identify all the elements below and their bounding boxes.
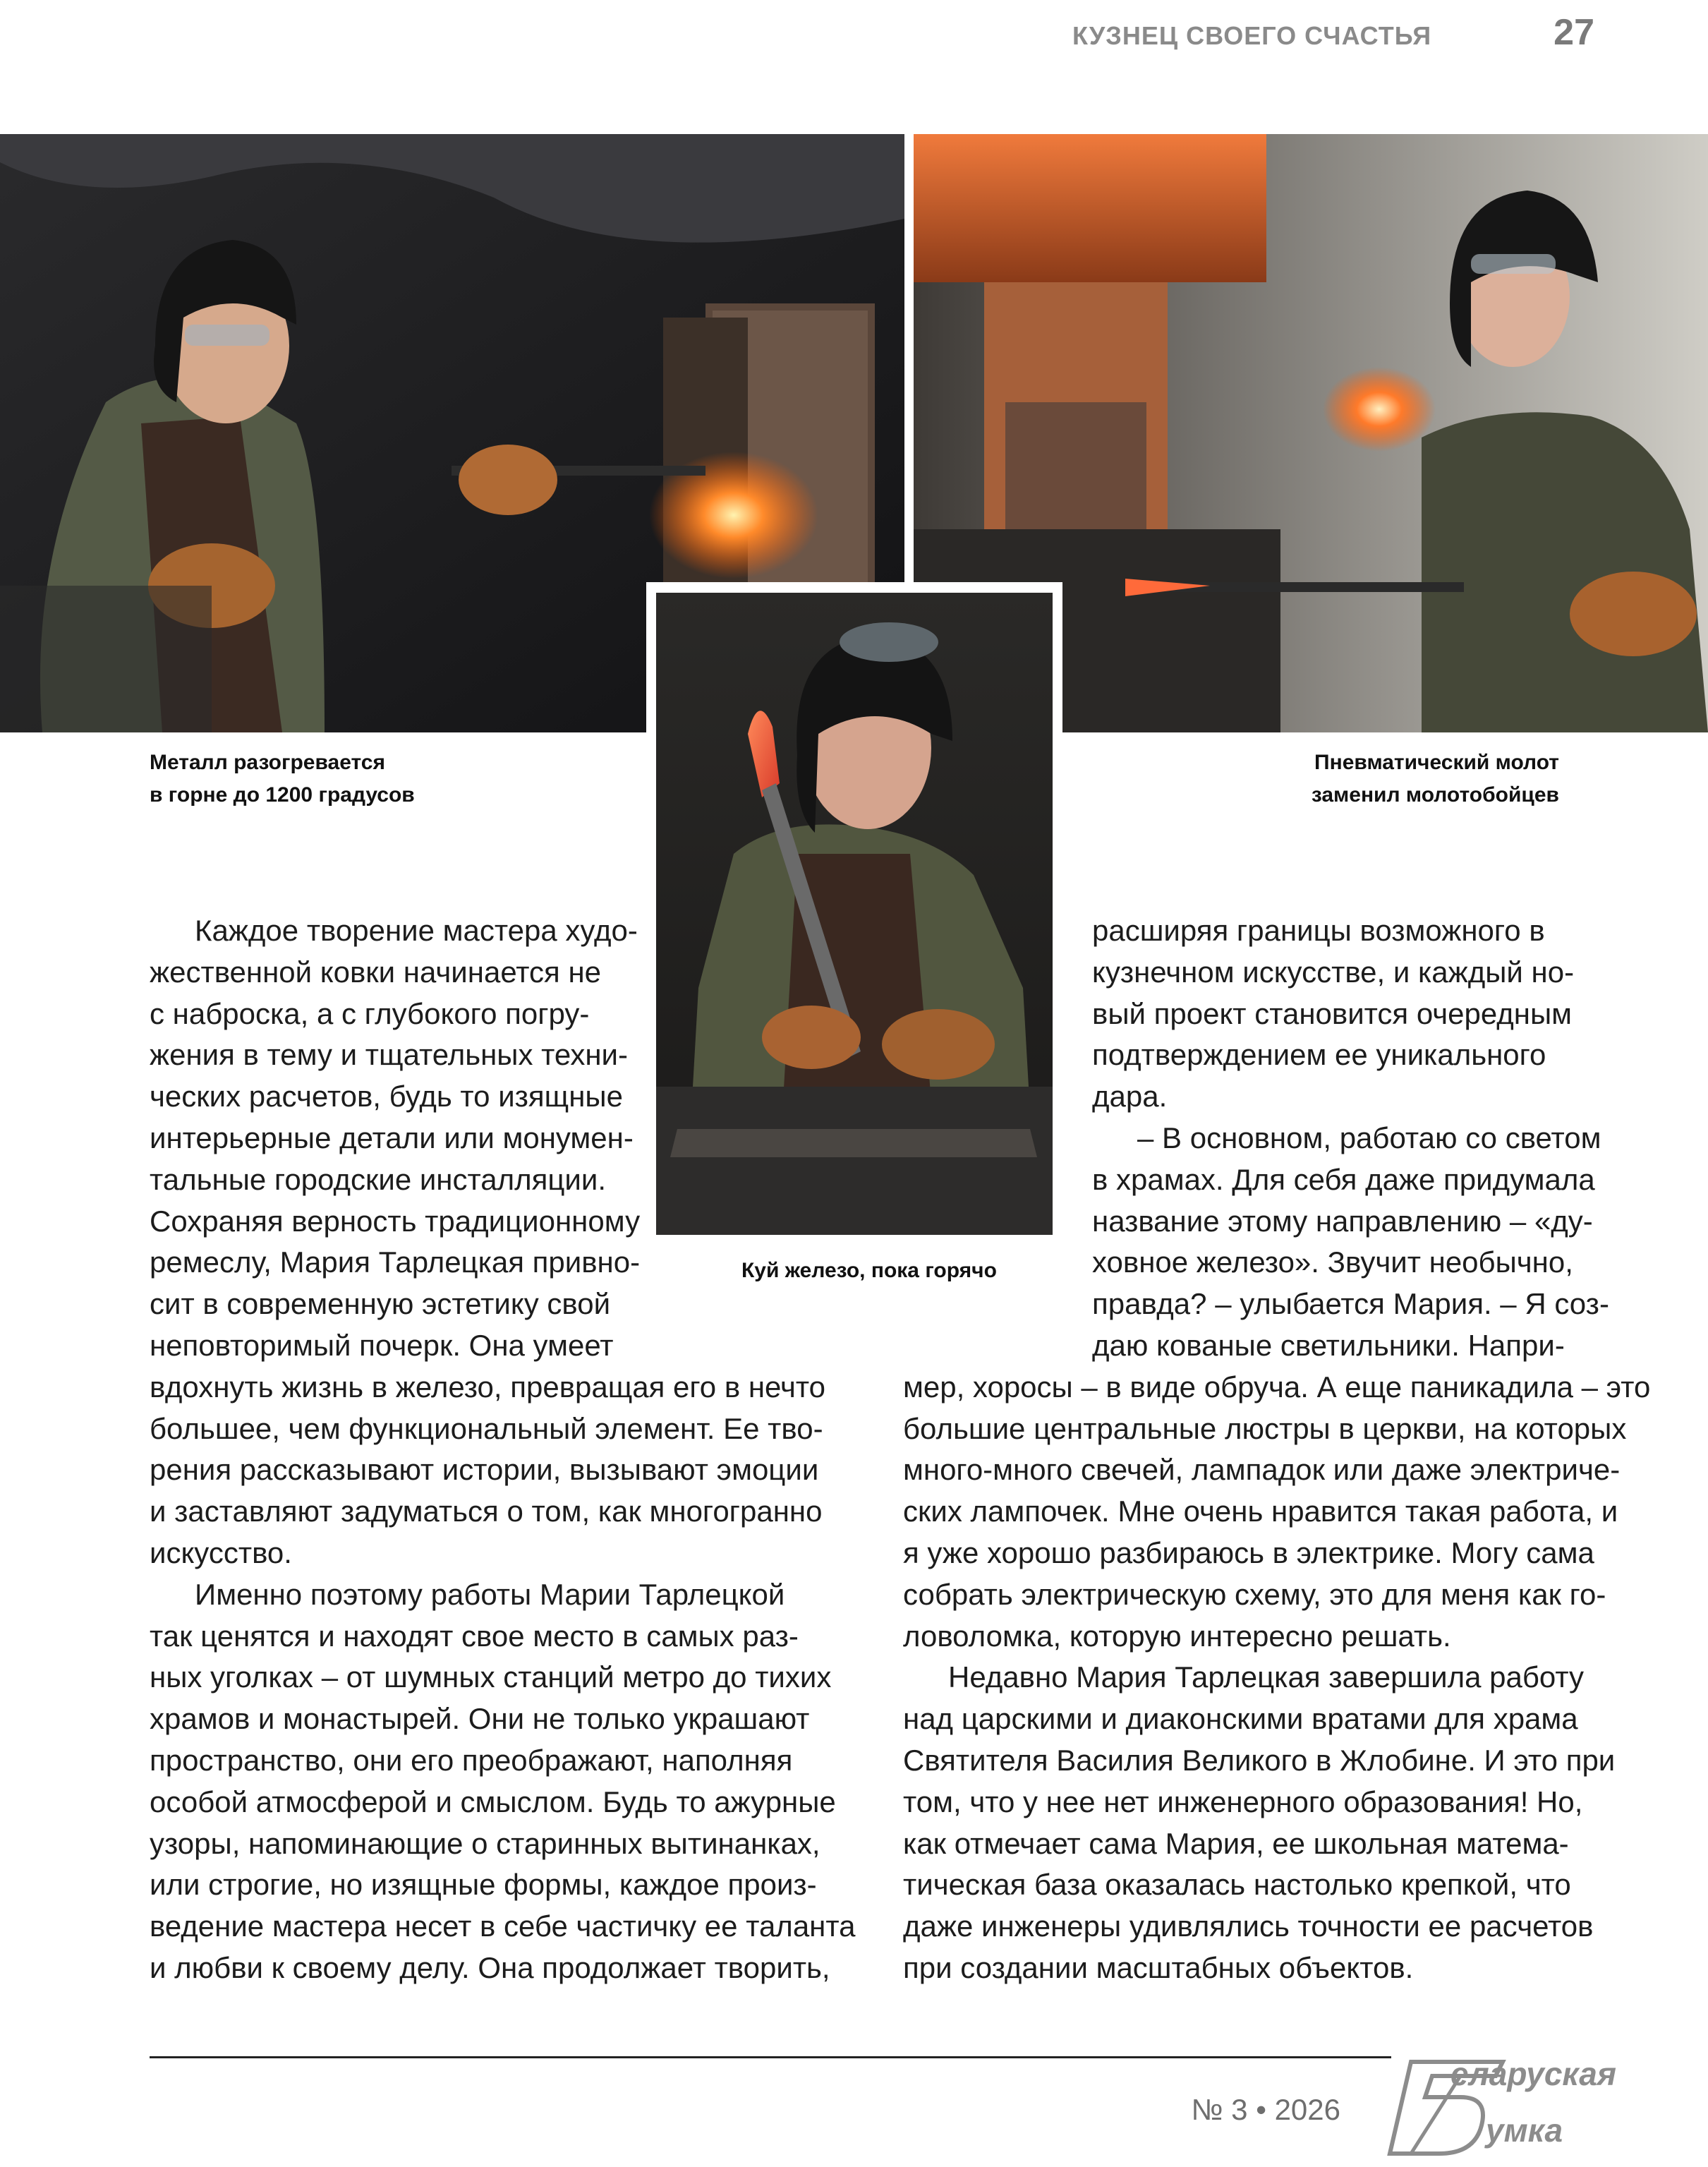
text-line: храмов и монастырей. Они не только украшают xyxy=(150,1702,810,1736)
text-line: ремеслу, Мария Тарлецкая привно- xyxy=(150,1245,641,1279)
magazine-logo xyxy=(1383,2048,1616,2161)
text-line: рения рассказывают истории, вызывают эмоции xyxy=(150,1453,819,1487)
issue-number: № 3 • 2026 xyxy=(1191,2093,1340,2126)
text-line: вдохнуть жизнь в железо, превращая его в нечто xyxy=(150,1370,825,1404)
text-line: жественной ковки начинается не xyxy=(150,955,602,989)
text-line: даю кованые светильники. Напри- xyxy=(1092,1328,1565,1362)
text-line: так ценятся и находят свое место в самых раз- xyxy=(150,1619,799,1653)
article-right-column xyxy=(903,910,1651,1989)
text-line: интерьерные детали или монумен- xyxy=(150,1121,634,1154)
text-line: особой атмосферой и смыслом. Будь то ажурные xyxy=(150,1785,836,1818)
footer-rule xyxy=(150,2056,1391,2058)
text-line: жения в тему и тщательных техни- xyxy=(150,1038,629,1072)
text-line: вый проект становится очередным xyxy=(1092,996,1573,1030)
logo-line-2: умка xyxy=(1486,2112,1563,2149)
text-line: подтверждением ее уникального xyxy=(1092,1038,1546,1072)
text-line: при создании масштабных объектов. xyxy=(903,1950,1414,1984)
page-number: 27 xyxy=(1553,12,1594,53)
text-line: собрать электрическую схему, это для меня как го- xyxy=(903,1577,1606,1611)
text-line: ловоломка, которую интересно решать. xyxy=(903,1619,1451,1653)
text-line: ческих расчетов, будь то изящные xyxy=(150,1080,623,1113)
text-line: большее, чем функциональный элемент. Ее тво- xyxy=(150,1411,823,1445)
text-line: с наброска, а с глубокого погру- xyxy=(150,996,590,1030)
text-line: Святителя Василия Великого в Жлобине. И это при xyxy=(903,1743,1616,1777)
text-line: тальные городские инсталляции. xyxy=(150,1162,607,1196)
text-line: ховное железо». Звучит необычно, xyxy=(1092,1245,1573,1279)
caption-line: в горне до 1200 градусов xyxy=(150,783,415,807)
text-line: даже инженеры удивлялись точности ее расчетов xyxy=(903,1909,1594,1943)
text-line: и любви к своему делу. Она продолжает творить, xyxy=(150,1950,830,1984)
text-line: сит в современную эстетику свой xyxy=(150,1287,611,1321)
text-line: том, что у нее нет инженерного образования! Но, xyxy=(903,1785,1583,1818)
text-line: искусство. xyxy=(150,1535,292,1569)
text-line: Именно поэтому работы Марии Тарлецкой xyxy=(195,1577,785,1611)
article-left-column xyxy=(150,910,856,1989)
text-line: ных уголках – от шумных станций метро до тихих xyxy=(150,1660,832,1694)
text-line: ских лампочек. Мне очень нравится такая работа, и xyxy=(903,1495,1618,1528)
text-line: неповторимый почерк. Она умеет xyxy=(150,1328,614,1362)
text-line: я уже хорошо разбираюсь в электрике. Могу сама xyxy=(903,1535,1594,1569)
caption-line: Пневматический молот xyxy=(1314,751,1559,774)
text-line: пространство, они его преображают, наполняя xyxy=(150,1743,793,1777)
text-line: или строгие, но изящные формы, каждое произ- xyxy=(150,1868,817,1902)
text-line: над царскими и диаконскими вратами для храма xyxy=(903,1702,1578,1736)
text-line: мер, хоросы – в виде обруча. А еще паникадила – это xyxy=(903,1370,1651,1404)
running-title: КУЗНЕЦ СВОЕГО СЧАСТЬЯ xyxy=(1072,21,1432,50)
caption-line: Куй железо, пока горячо xyxy=(741,1259,997,1282)
text-line: много-много свечей, лампадок или даже электриче- xyxy=(903,1453,1621,1487)
logo-line-1: еларуская xyxy=(1450,2056,1616,2092)
text-line: название этому направлению – «ду- xyxy=(1092,1204,1593,1238)
text-line: как отмечает сама Мария, ее школьная матема- xyxy=(903,1826,1569,1860)
text-line: Недавно Мария Тарлецкая завершила работу xyxy=(948,1660,1585,1694)
text-line: правда? – улыбается Мария. – Я соз- xyxy=(1092,1287,1609,1321)
caption-line: заменил молотобойцев xyxy=(1311,783,1559,807)
text-line: большие центральные люстры в церкви, на которых xyxy=(903,1411,1627,1445)
text-line: кузнечном искусстве, и каждый но- xyxy=(1092,955,1575,989)
text-line: в храмах. Для себя даже придумала xyxy=(1092,1162,1595,1196)
text-line: – В основном, работаю со светом xyxy=(1137,1121,1601,1154)
text-line: узоры, напоминающие о старинных вытинанках, xyxy=(150,1826,820,1860)
text-line: дара. xyxy=(1092,1080,1168,1113)
text-line: Сохраняя верность традиционному xyxy=(150,1204,641,1238)
caption-forge xyxy=(150,747,415,811)
text-line: Каждое творение мастера худо- xyxy=(195,914,638,947)
caption-line: Металл разогревается xyxy=(150,751,385,774)
text-line: тическая база оказалась настолько крепкой, что xyxy=(903,1868,1571,1902)
text-line: ведение мастера несет в себе частичку ее таланта xyxy=(150,1909,856,1943)
text-line: расширяя границы возможного в xyxy=(1092,914,1545,947)
caption-pneumatic-hammer xyxy=(1256,747,1559,811)
text-line: и заставляют задуматься о том, как многогранно xyxy=(150,1495,823,1528)
